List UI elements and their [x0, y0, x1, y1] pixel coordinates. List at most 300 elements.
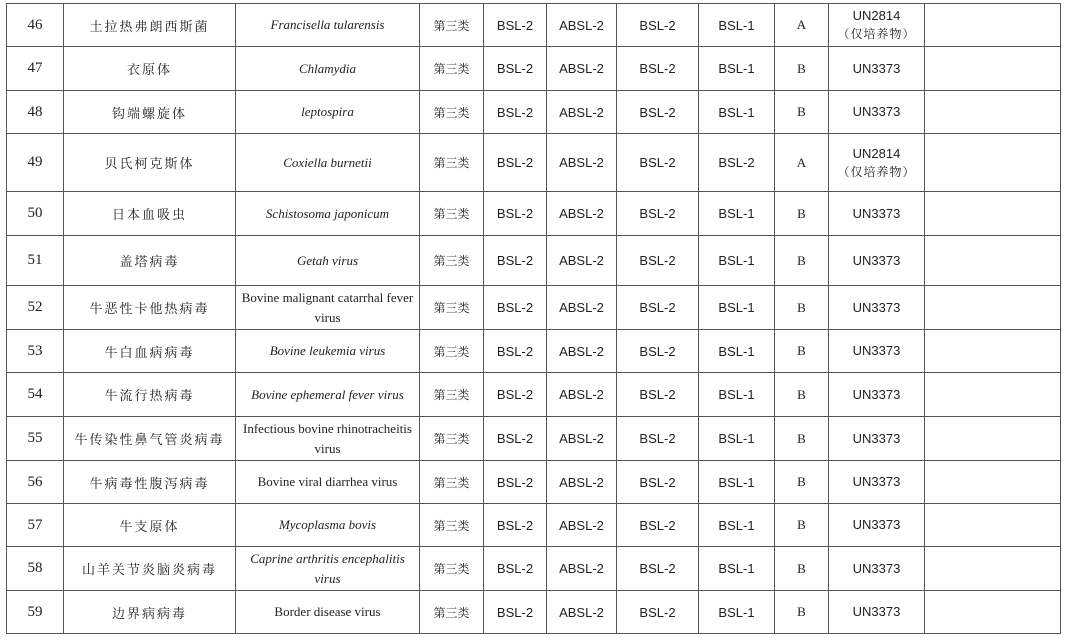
transport-category	[775, 591, 829, 634]
lab-level-2	[617, 47, 699, 91]
pathogen-class	[420, 504, 484, 547]
animal-lab-level-text: ABSL-2	[559, 206, 604, 221]
scientific-name	[236, 330, 420, 373]
animal-lab-level	[547, 591, 617, 634]
table-row	[7, 134, 1061, 192]
pathogen-class	[420, 547, 484, 591]
animal-lab-level-text: ABSL-2	[559, 604, 604, 620]
lab-level-3-text: BSL-1	[718, 604, 755, 620]
un-number-text: UN2814	[852, 145, 901, 161]
scientific-name-text: Caprine arthritis encephalitis virus	[250, 550, 405, 586]
lab-level-3	[699, 286, 775, 330]
table-row	[7, 4, 1061, 47]
scientific-name-text: Bovine viral diarrhea virus	[257, 474, 398, 489]
lab-level-3-text: BSL-2	[718, 155, 755, 170]
lab-level-3-text: BSL-1	[718, 561, 755, 576]
chinese-name	[64, 417, 236, 461]
animal-lab-level	[547, 91, 617, 134]
row-number	[7, 461, 64, 504]
animal-lab-level-text: ABSL-2	[559, 17, 604, 33]
empty-cell	[925, 504, 1061, 547]
scientific-name-text: Mycoplasma bovis	[278, 517, 377, 532]
scientific-name-text: Schistosoma japonicum	[265, 205, 390, 221]
lab-level-1	[484, 4, 547, 47]
animal-lab-level	[547, 330, 617, 373]
empty-cell	[925, 91, 1061, 134]
un-number	[829, 47, 925, 91]
transport-category-text: B	[797, 104, 806, 119]
lab-level-1-text: BSL-2	[496, 155, 534, 170]
lab-level-2-text: BSL-2	[639, 206, 676, 221]
empty-cell	[925, 134, 1061, 192]
transport-category	[775, 330, 829, 373]
un-note: （仅培养物）	[837, 27, 916, 41]
lab-level-2-text: BSL-2	[639, 17, 676, 33]
row-number	[7, 373, 64, 417]
chinese-name	[64, 134, 236, 192]
transport-category	[775, 236, 829, 286]
animal-lab-level-text: ABSL-2	[559, 517, 604, 533]
row-number	[7, 286, 64, 330]
lab-level-1	[484, 373, 547, 417]
lab-level-3-text: BSL-1	[718, 517, 755, 533]
lab-level-3-text: BSL-1	[718, 253, 755, 268]
un-number-text: UN3373	[852, 343, 901, 358]
empty-cell	[925, 236, 1061, 286]
animal-lab-level	[547, 461, 617, 504]
lab-level-2	[617, 547, 699, 591]
scientific-name-text: leptospira	[301, 104, 354, 119]
un-number-text: UN3373	[852, 299, 901, 315]
chinese-name	[64, 192, 236, 236]
lab-level-1-text: BSL-2	[496, 61, 534, 76]
lab-level-3-text: BSL-1	[718, 61, 755, 76]
transport-category-text: B	[797, 252, 806, 268]
lab-level-1-text: BSL-2	[496, 517, 534, 533]
lab-level-2	[617, 504, 699, 547]
pathogen-class	[420, 47, 484, 91]
un-note: （仅培养物）	[837, 164, 916, 179]
animal-lab-level	[547, 47, 617, 91]
pathogen-class-text: 第三类	[433, 156, 470, 170]
row-number	[7, 4, 64, 47]
scientific-name	[236, 373, 420, 417]
lab-level-1-text: BSL-2	[496, 431, 534, 446]
lab-level-1	[484, 504, 547, 547]
transport-category-text: B	[797, 205, 806, 221]
scientific-name	[236, 192, 420, 236]
table-row	[7, 591, 1061, 634]
lab-level-1	[484, 91, 547, 134]
lab-level-2-text: BSL-2	[639, 517, 676, 533]
empty-cell	[925, 373, 1061, 417]
pathogen-class	[420, 192, 484, 236]
un-number-text: UN3373	[852, 252, 901, 268]
lab-level-2	[617, 461, 699, 504]
chinese-name-text: 牛恶性卡他热病毒	[89, 302, 210, 317]
lab-level-1-text: BSL-2	[496, 17, 534, 33]
animal-lab-level	[547, 504, 617, 547]
lab-level-2-text: BSL-2	[639, 431, 676, 446]
pathogen-class-text: 第三类	[433, 388, 470, 402]
scientific-name	[236, 286, 420, 330]
chinese-name-text: 日本血吸虫	[111, 208, 187, 223]
lab-level-1-text: BSL-2	[496, 387, 534, 402]
animal-lab-level-text: ABSL-2	[559, 61, 604, 76]
lab-level-2-text: BSL-2	[639, 561, 676, 576]
chinese-name-text: 牛传染性鼻气管炎病毒	[74, 433, 225, 448]
animal-lab-level	[547, 417, 617, 461]
transport-category-text: B	[797, 604, 806, 619]
lab-level-3-text: BSL-1	[718, 343, 755, 359]
lab-level-2	[617, 236, 699, 286]
un-number	[829, 417, 925, 461]
chinese-name-text: 山羊关节炎脑炎病毒	[81, 563, 217, 578]
lab-level-3-text: BSL-1	[718, 17, 755, 33]
scientific-name	[236, 417, 420, 461]
row-number-text: 53	[27, 342, 43, 359]
empty-cell	[925, 591, 1061, 634]
transport-category	[775, 547, 829, 591]
lab-level-3	[699, 547, 775, 591]
scientific-name-text: Infectious bovine rhinotracheitis virus	[243, 420, 412, 456]
lab-level-3-text: BSL-1	[718, 431, 755, 446]
lab-level-1-text: BSL-2	[496, 561, 534, 576]
pathogen-class	[420, 236, 484, 286]
table-row	[7, 286, 1061, 330]
lab-level-3	[699, 134, 775, 192]
lab-level-1	[484, 47, 547, 91]
pathogen-class	[420, 417, 484, 461]
chinese-name-text: 牛白血病病毒	[104, 345, 195, 361]
chinese-name-text: 衣原体	[126, 63, 172, 78]
chinese-name-text: 边界病病毒	[111, 606, 187, 622]
lab-level-1	[484, 417, 547, 461]
lab-level-2	[617, 286, 699, 330]
empty-cell	[925, 547, 1061, 591]
row-number-text: 46	[27, 16, 43, 33]
lab-level-3	[699, 91, 775, 134]
chinese-name	[64, 591, 236, 634]
animal-lab-level-text: ABSL-2	[559, 431, 604, 446]
scientific-name	[236, 504, 420, 547]
scientific-name-text: Border disease virus	[274, 604, 381, 619]
empty-cell	[925, 461, 1061, 504]
chinese-name	[64, 373, 236, 417]
transport-category	[775, 461, 829, 504]
lab-level-3	[699, 47, 775, 91]
row-number	[7, 134, 64, 192]
transport-category	[775, 504, 829, 547]
table-row	[7, 47, 1061, 91]
scientific-name-text: Bovine leukemia virus	[269, 343, 386, 358]
pathogen-class	[420, 330, 484, 373]
pathogen-class-text: 第三类	[433, 475, 470, 490]
lab-level-1-text: BSL-2	[496, 300, 534, 315]
animal-lab-level-text: ABSL-2	[559, 300, 604, 315]
empty-cell	[925, 286, 1061, 330]
transport-category	[775, 417, 829, 461]
un-number	[829, 236, 925, 286]
pathogen-class-text: 第三类	[433, 605, 470, 620]
empty-cell	[925, 47, 1061, 91]
row-number	[7, 547, 64, 591]
un-number-text: UN3373	[852, 386, 901, 402]
scientific-name-text: Bovine malignant catarrhal fever virus	[241, 289, 414, 325]
lab-level-3	[699, 504, 775, 547]
lab-level-3	[699, 192, 775, 236]
transport-category-text: B	[797, 343, 806, 358]
lab-level-2-text: BSL-2	[639, 253, 676, 268]
pathogen-class-text: 第三类	[433, 301, 470, 315]
transport-category	[775, 286, 829, 330]
transport-category-text: B	[797, 560, 806, 576]
chinese-name-text: 盖塔病毒	[119, 255, 180, 270]
un-number	[829, 4, 925, 47]
chinese-name-text: 钩端螺旋体	[111, 106, 187, 122]
lab-level-1	[484, 547, 547, 591]
lab-level-2-text: BSL-2	[639, 300, 676, 315]
table-row	[7, 504, 1061, 547]
pathogen-class	[420, 461, 484, 504]
lab-level-2	[617, 134, 699, 192]
chinese-name-text: 贝氏柯克斯体	[104, 157, 195, 172]
animal-lab-level-text: ABSL-2	[559, 387, 604, 402]
transport-category	[775, 134, 829, 192]
transport-category-text: B	[797, 299, 806, 315]
scientific-name-text: Coxiella burnetii	[283, 154, 372, 170]
chinese-name	[64, 236, 236, 286]
lab-level-1	[484, 330, 547, 373]
un-number-text: UN3373	[852, 517, 901, 532]
animal-lab-level	[547, 4, 617, 47]
scientific-name-text: Francisella tularensis	[270, 17, 385, 32]
row-number-text: 49	[27, 154, 43, 170]
row-number	[7, 192, 64, 236]
lab-level-3-text: BSL-1	[718, 206, 755, 221]
pathogen-class-text: 第三类	[433, 207, 470, 221]
lab-level-3	[699, 4, 775, 47]
lab-level-2-text: BSL-2	[639, 474, 676, 490]
transport-category-text: B	[797, 386, 806, 402]
row-number-text: 59	[27, 603, 43, 620]
empty-cell	[925, 330, 1061, 373]
row-number-text: 48	[27, 103, 43, 120]
transport-category-text: B	[797, 60, 806, 76]
pathogen-class	[420, 4, 484, 47]
animal-lab-level-text: ABSL-2	[559, 474, 604, 490]
animal-lab-level-text: ABSL-2	[559, 104, 604, 120]
un-number-text: UN3373	[852, 604, 901, 619]
transport-category-text: B	[797, 430, 806, 446]
row-number-text: 51	[27, 252, 43, 268]
un-number	[829, 373, 925, 417]
scientific-name-text: Chlamydia	[298, 60, 357, 76]
lab-level-3-text: BSL-1	[718, 104, 755, 120]
un-number	[829, 547, 925, 591]
row-number-text: 55	[27, 430, 43, 446]
scientific-name	[236, 91, 420, 134]
pathogen-class-text: 第三类	[433, 344, 470, 359]
lab-level-2-text: BSL-2	[639, 104, 676, 120]
chinese-name-text: 土拉热弗朗西斯菌	[89, 19, 210, 35]
empty-cell	[925, 417, 1061, 461]
un-number-text: UN3373	[852, 474, 901, 489]
chinese-name-text: 牛流行热病毒	[104, 389, 195, 404]
animal-lab-level-text: ABSL-2	[559, 253, 604, 268]
lab-level-1-text: BSL-2	[496, 474, 534, 490]
lab-level-2	[617, 591, 699, 634]
table-row	[7, 461, 1061, 504]
table-row	[7, 547, 1061, 591]
lab-level-2	[617, 373, 699, 417]
lab-level-3-text: BSL-1	[718, 300, 755, 315]
row-number	[7, 236, 64, 286]
lab-level-2	[617, 4, 699, 47]
chinese-name-text: 牛支原体	[119, 519, 180, 535]
lab-level-2	[617, 192, 699, 236]
transport-category-text: B	[797, 474, 806, 489]
un-number	[829, 330, 925, 373]
chinese-name	[64, 4, 236, 47]
un-number	[829, 134, 925, 192]
animal-lab-level	[547, 373, 617, 417]
chinese-name	[64, 461, 236, 504]
pathogen-class-text: 第三类	[433, 562, 470, 576]
pathogen-class-text: 第三类	[433, 432, 470, 446]
animal-lab-level	[547, 236, 617, 286]
pathogen-class-text: 第三类	[433, 105, 470, 120]
lab-level-3	[699, 373, 775, 417]
pathogen-class-text: 第三类	[433, 18, 470, 33]
chinese-name	[64, 47, 236, 91]
row-number	[7, 504, 64, 547]
lab-level-2-text: BSL-2	[639, 343, 676, 359]
pathogen-class	[420, 373, 484, 417]
pathogen-class-text: 第三类	[433, 518, 470, 533]
lab-level-1	[484, 134, 547, 192]
transport-category-text: A	[796, 154, 807, 170]
un-number	[829, 192, 925, 236]
animal-lab-level-text: ABSL-2	[559, 561, 604, 576]
lab-level-1-text: BSL-2	[496, 253, 534, 268]
un-number-text: UN2814	[852, 8, 901, 23]
lab-level-2	[617, 330, 699, 373]
transport-category	[775, 373, 829, 417]
transport-category-text: B	[797, 517, 806, 532]
lab-level-3	[699, 591, 775, 634]
table-row	[7, 236, 1061, 286]
pathogen-class	[420, 134, 484, 192]
table-row	[7, 330, 1061, 373]
row-number-text: 58	[27, 560, 43, 576]
scientific-name	[236, 547, 420, 591]
table-row	[7, 373, 1061, 417]
pathogen-class-text: 第三类	[433, 254, 470, 268]
animal-lab-level-text: ABSL-2	[559, 155, 604, 170]
scientific-name-text: Getah virus	[296, 252, 359, 268]
row-number-text: 56	[27, 473, 43, 490]
lab-level-2-text: BSL-2	[639, 61, 676, 76]
empty-cell	[925, 4, 1061, 47]
scientific-name	[236, 461, 420, 504]
lab-level-1	[484, 461, 547, 504]
chinese-name	[64, 547, 236, 591]
row-number	[7, 91, 64, 134]
lab-level-2	[617, 91, 699, 134]
un-number-text: UN3373	[852, 430, 901, 446]
pathogen-class	[420, 286, 484, 330]
lab-level-2-text: BSL-2	[639, 155, 676, 170]
lab-level-2-text: BSL-2	[639, 604, 676, 620]
un-number	[829, 504, 925, 547]
transport-category	[775, 91, 829, 134]
pathogen-class	[420, 591, 484, 634]
scientific-name	[236, 236, 420, 286]
un-number-text: UN3373	[852, 104, 901, 119]
chinese-name	[64, 91, 236, 134]
scientific-name	[236, 47, 420, 91]
table-row	[7, 192, 1061, 236]
transport-category	[775, 192, 829, 236]
scientific-name	[236, 134, 420, 192]
lab-level-3-text: BSL-1	[718, 387, 755, 402]
un-number	[829, 461, 925, 504]
scientific-name	[236, 591, 420, 634]
table-row	[7, 91, 1061, 134]
animal-lab-level	[547, 192, 617, 236]
pathogen-class	[420, 91, 484, 134]
animal-lab-level	[547, 286, 617, 330]
lab-level-1	[484, 591, 547, 634]
scientific-name	[236, 4, 420, 47]
chinese-name-text: 牛病毒性腹泻病毒	[89, 476, 210, 492]
lab-level-1-text: BSL-2	[496, 604, 534, 620]
animal-lab-level-text: ABSL-2	[559, 343, 604, 359]
chinese-name	[64, 330, 236, 373]
lab-level-2	[617, 417, 699, 461]
row-number-text: 54	[27, 386, 43, 402]
chinese-name	[64, 504, 236, 547]
un-number-text: UN3373	[852, 560, 901, 576]
lab-level-3-text: BSL-1	[718, 474, 755, 490]
un-number	[829, 286, 925, 330]
un-number-text: UN3373	[852, 205, 901, 221]
chinese-name	[64, 286, 236, 330]
lab-level-1	[484, 192, 547, 236]
lab-level-1	[484, 286, 547, 330]
pathogen-table	[6, 3, 1061, 634]
row-number	[7, 47, 64, 91]
transport-category	[775, 47, 829, 91]
scientific-name-text: Bovine ephemeral fever virus	[251, 386, 404, 402]
table-row	[7, 417, 1061, 461]
row-number-text: 47	[27, 60, 43, 76]
table-body	[7, 4, 1061, 634]
lab-level-3	[699, 417, 775, 461]
lab-level-3	[699, 330, 775, 373]
row-number	[7, 417, 64, 461]
row-number	[7, 330, 64, 373]
row-number-text: 50	[27, 205, 43, 221]
lab-level-1-text: BSL-2	[496, 104, 534, 120]
animal-lab-level	[547, 134, 617, 192]
empty-cell	[925, 192, 1061, 236]
lab-level-1-text: BSL-2	[496, 343, 534, 359]
lab-level-1	[484, 236, 547, 286]
un-number	[829, 591, 925, 634]
un-number	[829, 91, 925, 134]
